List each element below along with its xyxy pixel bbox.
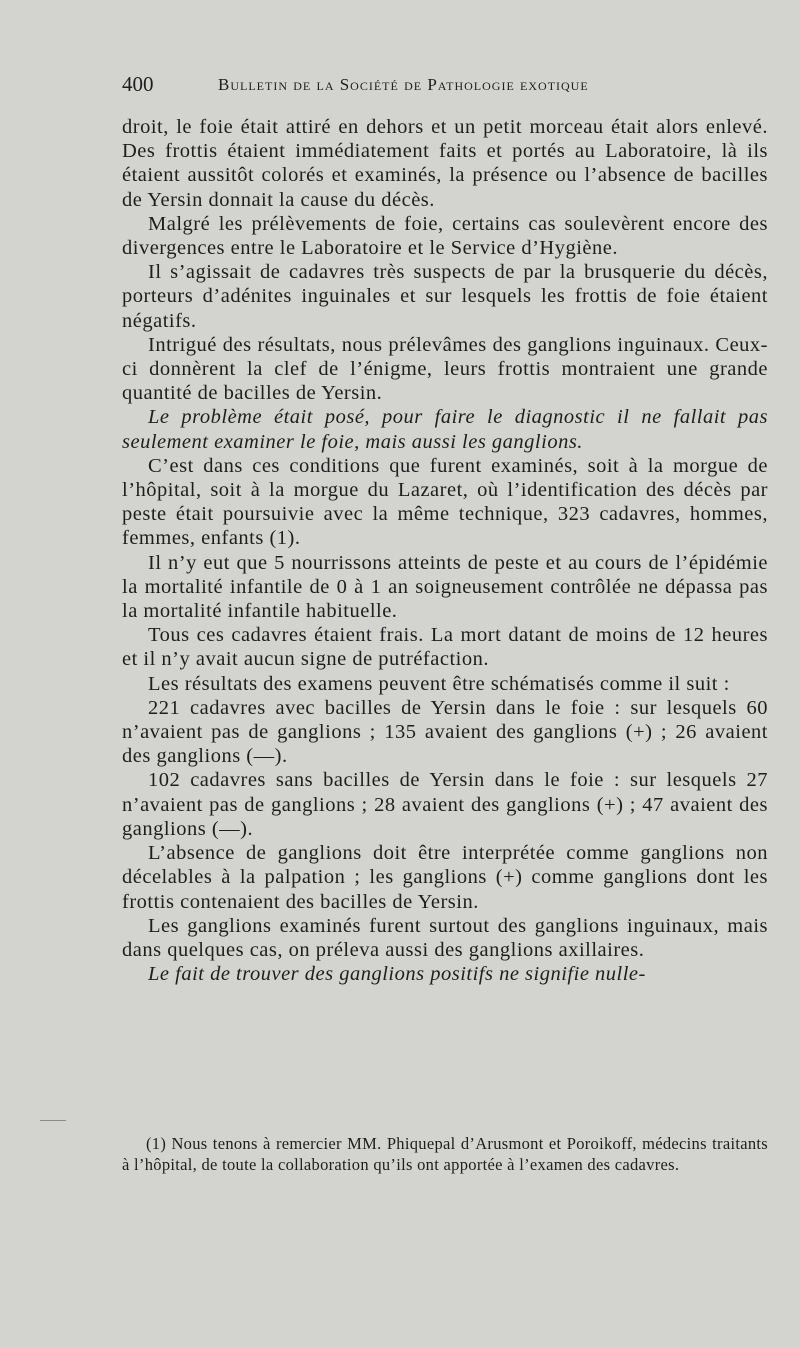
paragraph: Intrigué des résultats, nous prélevâmes des ganglions inguinaux. Ceux-ci donnèrent la clef de l’énigme, leurs frottis montraient une grande quantité de bacilles de Yersin. bbox=[122, 333, 768, 405]
paragraph: droit, le foie était attiré en dehors et un petit morceau était alors enlevé. Des frottis étaient immédiatement faits et portés au Laboratoire, là ils étaient aussitôt colorés et examinés, la présence ou l’absence de bacilles de Yersin donnait la cause du décès. bbox=[122, 116, 768, 211]
page-number: 400 bbox=[122, 72, 154, 96]
paragraph-italic: Le problème était posé, pour faire le diagnostic il ne fallait pas seulement examiner le foie, mais aussi les ganglions. bbox=[122, 406, 768, 453]
paragraph: Les ganglions examinés furent surtout des ganglions inguinaux, mais dans quelques cas, on préleva aussi des ganglions axillaires. bbox=[122, 914, 768, 961]
paragraph: Il n’y eut que 5 nourrissons atteints de peste et au cours de l’épidémie la mortalité infantile de 0 à 1 an soigneusement contrôlée ne dépassa pas la mortalité infantile habituelle. bbox=[122, 551, 768, 623]
paragraph: C’est dans ces conditions que furent examinés, soit à la morgue de l’hôpital, soit à la morgue du Lazaret, où l’identification des décès par peste était poursuivie avec la même technique, 323 cadavres, hommes, femmes, enfants (1). bbox=[122, 454, 768, 550]
paragraph: 102 cadavres sans bacilles de Yersin dans le foie : sur lesquels 27 n’avaient pas de ganglions ; 28 avaient des ganglions (+) ; 47 avaient des ganglions (—). bbox=[122, 769, 768, 840]
paragraph-italic: Le fait de trouver des ganglions positifs ne signifie nulle- bbox=[148, 963, 646, 986]
paragraph: 221 cadavres avec bacilles de Yersin dans le foie : sur lesquels 60 n’avaient pas de ganglions ; 135 avaient des ganglions (+) ; 26 avaient des ganglions (—). bbox=[122, 696, 768, 768]
paragraph: L’absence de ganglions doit être interprétée comme ganglions non décelables à la palpation ; les ganglions (+) comme ganglions dont les frottis contenaient des bacilles de Yersin. bbox=[122, 842, 768, 913]
paragraph: Il s’agissait de cadavres très suspects de par la brusquerie du décès, porteurs d’adénites inguinales et sur lesquels les frottis de foie étaient négatifs. bbox=[122, 261, 768, 332]
page-header bbox=[122, 72, 768, 102]
body-text bbox=[122, 115, 768, 986]
paragraph: Malgré les prélèvements de foie, certains cas soulevèrent encore des divergences entre le Laboratoire et le Service d’Hygiène. bbox=[122, 212, 768, 260]
paragraph: Tous ces cadavres étaient frais. La mort datant de moins de 12 heures et il n’y avait aucun signe de putréfaction. bbox=[122, 624, 768, 671]
footnote bbox=[122, 1133, 768, 1175]
paragraph: Les résultats des examens peuvent être schématisés comme il suit : bbox=[148, 672, 730, 695]
margin-mark bbox=[40, 1120, 66, 1121]
footnote-text: (1) Nous tenons à remercier MM. Phiquepal d’Arusmont et Poroikoff, médecins traitants à l’hôpital, de toute la collaboration qu’ils ont apportée à l’examen des cadavres. bbox=[122, 1134, 768, 1174]
running-title: Bulletin de la Société de Pathologie exotique bbox=[218, 75, 589, 94]
